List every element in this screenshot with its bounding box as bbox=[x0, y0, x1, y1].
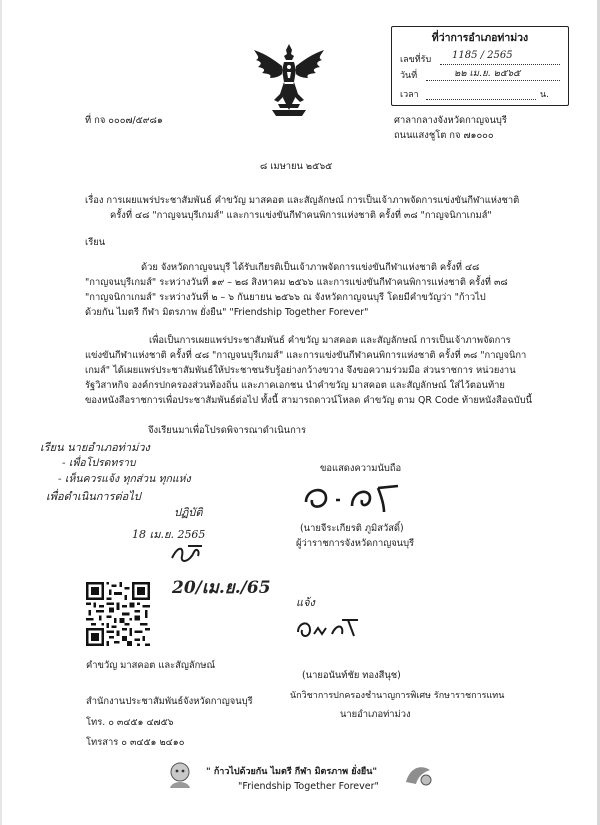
district-chief-signature bbox=[292, 614, 362, 644]
handwritten-note-line-4: เพื่อดำเนินการต่อไป bbox=[46, 490, 141, 503]
handwritten-ack: แจ้ง bbox=[296, 596, 315, 609]
stamp-date-value: ๒๒ เม.ย. ๒๕๖๕ bbox=[454, 68, 521, 79]
footer-slogan-thai: " ก้าวไปด้วยกัน ไมตรี กีฬา มิตรภาพ ยั่งยืน" bbox=[206, 767, 378, 777]
handwritten-note-line-1: เรียน นายอำเภอท่าม่วง bbox=[40, 441, 150, 454]
handwritten-date-2: 20/เม.ย./65 bbox=[172, 578, 271, 598]
stamp-title: ที่ว่าการอำเภอท่าม่วง bbox=[431, 32, 529, 44]
stamp-line bbox=[426, 99, 536, 100]
scan-edge-left bbox=[0, 0, 2, 825]
paragraph-line: ด้วยกัน ไมตรี กีฬา มิตรภาพ ยั่งยืน" "Friendship Together Forever" bbox=[85, 307, 369, 318]
handwritten-note-line-5: ปฏิบัติ bbox=[174, 506, 203, 519]
governor-position: ผู้ว่าราชการจังหวัดกาญจนบุรี bbox=[296, 538, 415, 549]
subject-line-1: เรื่อง การเผยแพร่ประชาสัมพันธ์ คำขวัญ มาสคอต และสัญลักษณ์ การเป็นเจ้าภาพจัดการแข่งขันกีฬาแห่งชาติ bbox=[85, 195, 520, 206]
mascot-logo-left bbox=[162, 760, 198, 790]
handwritten-note-line-2: - เพื่อโปรดทราบ bbox=[62, 457, 136, 469]
subject-line-2: ครั้งที่ ๔๘ "กาญจนบุรีเกมส์" และการแข่งขันกีฬาคนพิการแห่งชาติ ครั้งที่ ๓๘ "กาญจนิกาเกมส์" bbox=[110, 210, 492, 221]
salutation: เรียน bbox=[85, 237, 106, 248]
games-symbol-right bbox=[400, 760, 436, 790]
paragraph-line: เพื่อเป็นการเผยแพร่ประชาสัมพันธ์ คำขวัญ มาสคอต และสัญลักษณ์ การเป็นเจ้าภาพจัดการ bbox=[149, 335, 511, 346]
paragraph-line: รัฐวิสาหกิจ องค์กรปกครองส่วนท้องถิ่น และภาคเอกชน นำคำขวัญ มาสคอต และสัญลักษณ์ ใส่ไว้ตอนท้าย bbox=[85, 380, 505, 391]
document-date: ๘ เมษายน ๒๕๖๕ bbox=[260, 161, 333, 172]
stamp-time-label: เวลา bbox=[400, 90, 419, 100]
handwritten-note-line-3: - เห็นควรแจ้ง ทุกส่วน ทุกแห่ง bbox=[58, 473, 191, 485]
garuda-emblem bbox=[248, 40, 330, 122]
qr-code bbox=[86, 582, 150, 646]
paragraph-line: ของหนังสือราชการเพื่อประชาสัมพันธ์ต่อไป ทั้งนี้ สามารถดาวน์โหลด คำขวัญ ตาม QR Code ท้ายหนังสือฉบับนี้ bbox=[85, 395, 533, 406]
stamp-date-label: วันที่ bbox=[400, 71, 418, 81]
district-chief-position-1: นักวิชาการปกครองชำนาญการพิเศษ รักษาราชการแทน bbox=[290, 691, 505, 701]
handwritten-note-date: 18 เม.ย. 2565 bbox=[132, 528, 206, 541]
qr-caption: คำขวัญ มาสคอต และสัญลักษณ์ bbox=[86, 660, 216, 671]
body-paragraph-2 bbox=[85, 333, 533, 408]
paragraph-line: เกมส์" ได้เผยแพร่ประชาสัมพันธ์ให้ประชาชนรับรู้อย่างกว้างขวาง จึงขอความร่วมมือ ส่วนราชการ หน่วยงาน bbox=[85, 365, 516, 376]
stamp-receive-no-label: เลขที่รับ bbox=[400, 55, 432, 65]
stamp-time-suffix: น. bbox=[540, 90, 550, 100]
paragraph-line: ด้วย จังหวัดกาญจนบุรี ได้รับเกียรติเป็นเจ้าภาพจัดการแข่งขันกีฬาแห่งชาติ ครั้งที่ ๔๘ bbox=[141, 262, 480, 273]
courtesy-closing: ขอแสดงความนับถือ bbox=[320, 463, 402, 474]
document-number: ที่ กจ ๐๐๐๗/๕๙๘๑ bbox=[85, 115, 163, 126]
governor-name: (นายจีระเกียรติ ภูมิสวัสดิ์) bbox=[300, 523, 404, 534]
stamp-line bbox=[440, 64, 560, 65]
footer-fax: โทรสาร ๐ ๓๔๕๑ ๒๔๑๐ bbox=[86, 737, 185, 748]
footer-slogan-english: "Friendship Together Forever" bbox=[238, 781, 379, 792]
handwritten-initial-mark bbox=[168, 542, 208, 568]
paragraph-line: "กาญจนิกาเกมส์" ระหว่างวันที่ ๒ – ๖ กันยายน ๒๕๖๖ ณ จังหวัดกาญจนบุรี โดยมีคำขวัญว่า "ก้าวไป bbox=[85, 292, 486, 303]
governor-signature bbox=[300, 480, 410, 516]
office-address-line1: ศาลากลางจังหวัดกาญจนบุรี bbox=[394, 115, 507, 126]
office-address-line2: ถนนแสงชูโต กจ ๗๑๐๐๐ bbox=[394, 130, 494, 141]
district-chief-position-2: นายอำเภอท่าม่วง bbox=[340, 709, 411, 720]
body-paragraph-1 bbox=[85, 260, 525, 320]
receiving-stamp bbox=[391, 26, 569, 106]
paragraph-line: "กาญจนบุรีเกมส์" ระหว่างวันที่ ๑๙ – ๒๘ สิงหาคม ๒๕๖๖ และการแข่งขันกีฬาคนพิการแห่งชาติ ครั้งที่ ๓๘ bbox=[85, 277, 508, 288]
district-chief-name: (นายอนันท์ชัย ทองสีนุช) bbox=[302, 670, 401, 681]
stamp-receive-no-value: 1185 / 2565 bbox=[452, 50, 513, 61]
paragraph-line: แข่งขันกีฬาแห่งชาติ ครั้งที่ ๔๘ "กาญจนบุรีเกมส์" และการแข่งขันกีฬาคนพิการแห่งชาติ ครั้งที่ ๓๘ "กาญจนิกา bbox=[85, 350, 527, 361]
footer-office: สำนักงานประชาสัมพันธ์จังหวัดกาญจนบุรี bbox=[86, 696, 253, 707]
footer-phone: โทร. ๐ ๓๔๕๑ ๔๗๕๖ bbox=[86, 717, 174, 728]
closing-request: จึงเรียนมาเพื่อโปรดพิจารณาดำเนินการ bbox=[148, 425, 307, 436]
